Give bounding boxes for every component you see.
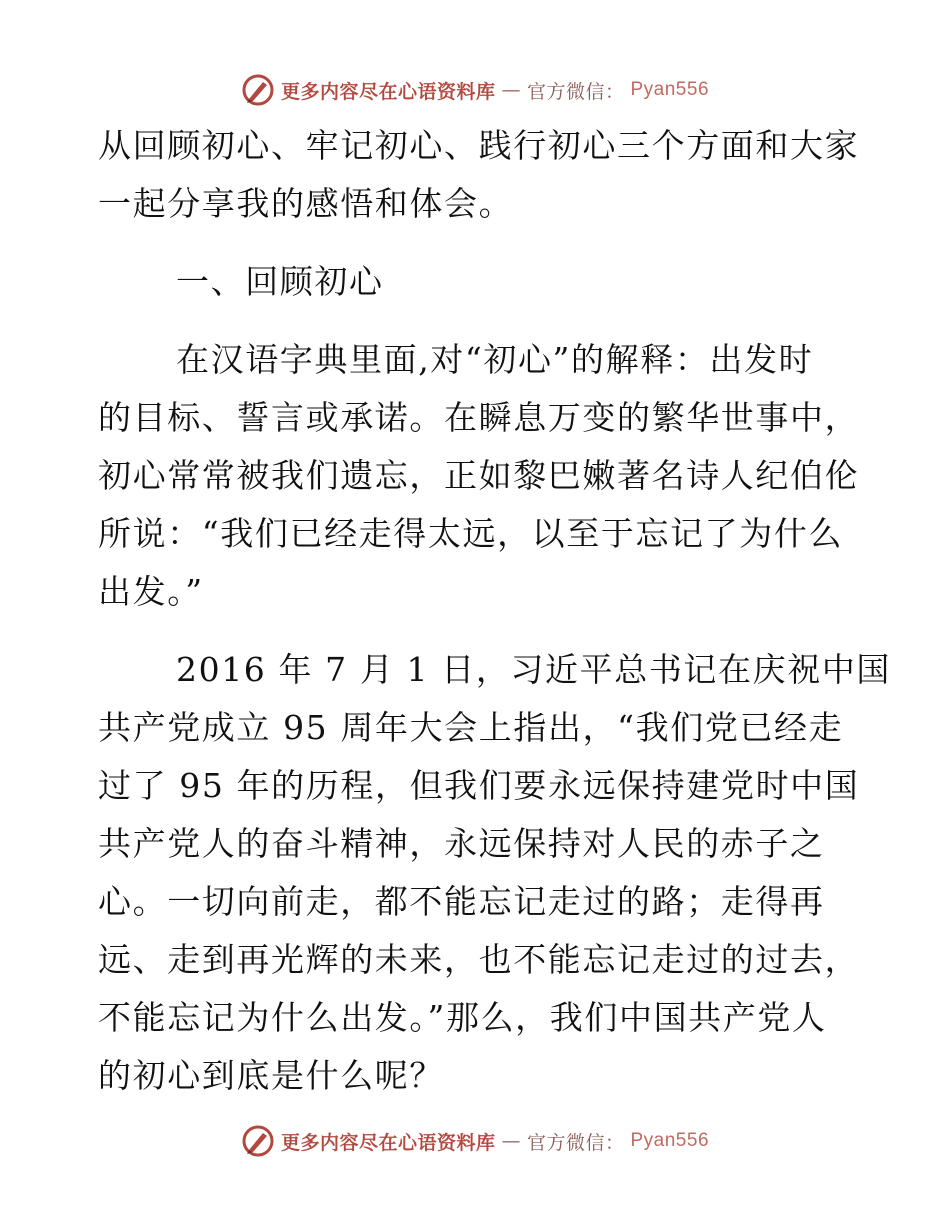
watermark-id: Pyan556 bbox=[630, 1130, 710, 1151]
watermark-dash: — bbox=[501, 1130, 521, 1152]
text-line: 一起分享我的感悟和体会。 bbox=[98, 184, 514, 223]
paragraph-definition bbox=[98, 331, 858, 621]
text-line: 的目标、誓言或承诺。在瞬息万变的繁华世事中， bbox=[98, 398, 860, 437]
watermark-dash: — bbox=[501, 79, 521, 101]
text-line: 共产党成立 95 周年大会上指出，“我们党已经走 bbox=[98, 708, 844, 747]
watermark-prefix: 更多内容尽在心语资料库 bbox=[280, 80, 496, 103]
pen-in-circle-icon bbox=[241, 73, 275, 107]
text-line: 心。一切向前走，都不能忘记走过的路；走得再 bbox=[98, 882, 825, 921]
watermark-label: 官方微信： bbox=[526, 80, 625, 103]
watermark-id: Pyan556 bbox=[630, 79, 710, 100]
text-line: 在汉语字典里面,对“初心”的解释：出发时 bbox=[176, 340, 814, 379]
heading-line: 一、回顾初心 bbox=[176, 262, 384, 301]
text-line: 初心常常被我们遗忘，正如黎巴嫩著名诗人纪伯伦 bbox=[98, 456, 860, 495]
footer-watermark bbox=[0, 1121, 950, 1161]
text-line: 从回顾初心、牢记初心、践行初心三个方面和大家 bbox=[98, 126, 860, 165]
watermark-prefix: 更多内容尽在心语资料库 bbox=[280, 1131, 496, 1154]
text-line: 2016 年 7 月 1 日，习近平总书记在庆祝中国 bbox=[176, 650, 892, 689]
header-watermark bbox=[0, 70, 950, 110]
text-line: 的初心到底是什么呢？ bbox=[98, 1056, 444, 1095]
watermark-label: 官方微信： bbox=[526, 1131, 625, 1154]
text-line: 不能忘记为什么出发。”那么，我们中国共产党人 bbox=[98, 998, 827, 1037]
document-body bbox=[98, 117, 892, 1105]
text-line: 共产党人的奋斗精神，永远保持对人民的赤子之 bbox=[98, 824, 825, 863]
text-line: 所说：“我们已经走得太远，以至于忘记了为什么 bbox=[98, 514, 844, 553]
pen-in-circle-icon bbox=[241, 1124, 275, 1158]
text-line: 出发。” bbox=[98, 572, 204, 611]
text-line: 远、走到再光辉的未来，也不能忘记走过的过去， bbox=[98, 940, 860, 979]
text-line: 过了 95 年的历程，但我们要永远保持建党时中国 bbox=[98, 766, 860, 805]
section-heading bbox=[98, 253, 858, 311]
paragraph-intro bbox=[98, 117, 858, 233]
paragraph-speech bbox=[98, 641, 892, 1105]
